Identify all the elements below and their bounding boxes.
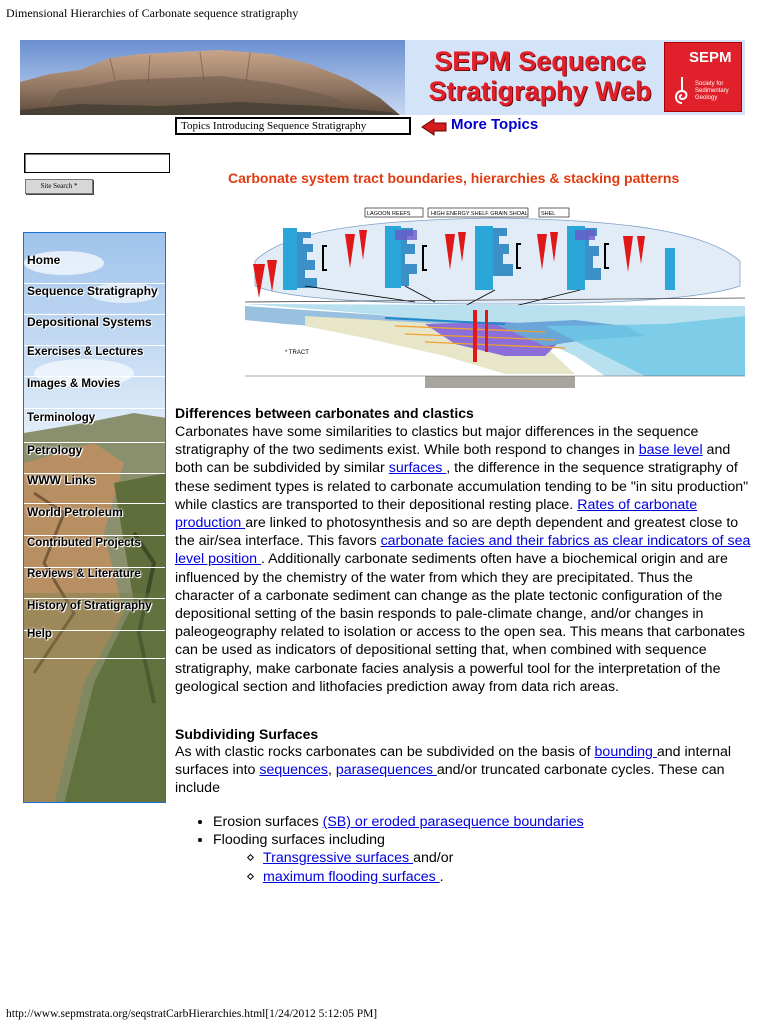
nav-item-contributed-projects[interactable] (24, 537, 165, 568)
nav-item-petrology[interactable] (24, 443, 165, 474)
figure-header-lagoon: LAGOON REEFS (367, 211, 411, 217)
surfaces-list (198, 813, 584, 886)
nav-label: Petrology (27, 443, 83, 457)
nav-label: Depositional Systems (27, 315, 152, 329)
sepm-logo[interactable] (664, 42, 742, 112)
text: and/or truncated carbonate cycles. These can include (175, 762, 725, 797)
nav-label: Home (27, 253, 61, 267)
nav-item-world-petroleum[interactable] (24, 505, 165, 536)
sepm-logo-text: SEPM (689, 49, 732, 66)
banner-title (420, 46, 660, 106)
sidebar-nav (23, 232, 166, 803)
nav-item-reviews-literature[interactable] (24, 568, 165, 599)
text: are linked to photosynthesis and so are depth dependent and greatest close to the air/sea interface. This favors (175, 515, 739, 550)
section-title-differences: Differences between carbonates and clastics (175, 405, 474, 421)
link-surfaces[interactable]: surfaces (388, 460, 447, 477)
link-sb-eroded-parasequence-boundaries[interactable]: (SB) or eroded parasequence boundaries (322, 814, 584, 830)
document-title: Dimensional Hierarchies of Carbonate sequence stratigraphy (6, 6, 299, 20)
text: and/or (413, 850, 454, 867)
text: Flooding surfaces including (213, 832, 385, 849)
nav-label: World Petroleum (27, 505, 123, 519)
nav-label: WWW Links (27, 473, 96, 487)
text: , the difference in the sequence stratigraphy of these sediment types is related to carbonate accumulation tending to be "in situ production" while clastics are transported to their depositional resting place. (175, 460, 749, 513)
text: As with clastic rocks carbonates can be subdivided on the basis of (175, 744, 595, 760)
text: . Additionally carbonate sediments often have a biochemical origin and are influenced by the chemistry of the water from which they are precipitated. Thus the character of a carbonate sediment can change as the plate tectonic configuration of the depositional setting of the basin responds to pale-climate change, and/or changes in paleogeography related to isolation or access to the open sea. This means that carbonates can be used as indicators of depositional setting that, when combined with sequence stratigraphy, make carbonate facies analysis a powerful tool for the interpretation of the geological section and lithofacies prediction away from data rich areas. (175, 551, 745, 695)
diamond-bullet-icon (247, 873, 254, 880)
banner-title-line1: SEPM Sequence (434, 46, 646, 76)
section-body-differences (175, 423, 755, 696)
nav-item-help[interactable] (24, 628, 165, 659)
list-item (198, 831, 584, 886)
nav-item-www-links[interactable] (24, 473, 165, 504)
nav-label: Exercises & Lectures (27, 346, 144, 358)
list-item (248, 849, 584, 867)
figure-header-shoal: HIGH ENERGY SHELF GRAIN SHOAL (431, 211, 528, 217)
nav-label: Terminology (27, 412, 96, 424)
list-item (198, 813, 584, 831)
nav-label: Sequence Stratigraphy (27, 284, 158, 298)
page-heading: Carbonate system tract boundaries, hierarchies & stacking patterns (228, 170, 680, 186)
carbonate-hierarchy-figure (245, 206, 745, 388)
link-maximum-flooding-surfaces[interactable]: maximum flooding surfaces (263, 868, 440, 885)
nav-label: Help (27, 628, 52, 640)
search-input[interactable] (24, 153, 170, 173)
figure-tract-label: * TRACT (285, 350, 309, 356)
list-item (248, 868, 584, 886)
link-carbonate-facies[interactable]: carbonate facies and their fabrics as clear indicators of sea level position (175, 533, 751, 568)
nav-item-images-movies[interactable] (24, 378, 165, 409)
bullet-icon (198, 838, 202, 842)
spiral-icon (671, 73, 693, 107)
text: and internal surfaces into (175, 744, 732, 779)
link-bounding[interactable]: bounding (594, 744, 657, 760)
text: Erosion surfaces (213, 814, 323, 830)
text: . (439, 868, 444, 885)
link-rates-of-carbonate-production[interactable]: Rates of carbonate production (175, 496, 698, 532)
link-transgressive-surfaces[interactable]: Transgressive surfaces (263, 850, 414, 867)
bullet-icon (198, 820, 202, 824)
topics-dropdown[interactable]: Topics Introducing Sequence Stratigraphy (175, 117, 411, 135)
flooding-surfaces-sublist (213, 849, 584, 885)
figure-header-shelf: SHEL (541, 211, 556, 217)
banner-title-line2: Stratigraphy Web (428, 76, 652, 106)
text: and both can be subdivided by similar (175, 442, 731, 477)
section-title-subdividing: Subdividing Surfaces (175, 726, 319, 742)
sepm-logo-subtext: Society for Sedimentary Geology (695, 81, 729, 101)
link-sequences[interactable]: sequences (259, 762, 329, 779)
nav-item-history-of-stratigraphy[interactable] (24, 600, 165, 631)
text: Carbonates have some similarities to clastics but major differences in the sequence stratigraphy of the two sediments exist. While both respond to changes in (175, 424, 699, 459)
nav-item-exercises-lectures[interactable] (24, 346, 165, 377)
nav-label: History of Stratigraphy (27, 600, 152, 612)
diamond-bullet-icon (247, 854, 254, 861)
text: , (328, 762, 336, 779)
arrow-left-icon[interactable] (420, 117, 448, 137)
header-banner[interactable] (20, 40, 745, 115)
nav-item-terminology[interactable] (24, 412, 165, 443)
nav-label: Reviews & Literature (27, 568, 141, 580)
link-parasequences[interactable]: parasequences (335, 762, 437, 779)
page-url-footer: http://www.sepmstrata.org/seqstratCarbHierarchies.html[1/24/2012 5:12:05 PM] (6, 1008, 378, 1020)
section-body-subdividing (175, 743, 755, 798)
link-base-level[interactable]: base level (638, 442, 703, 459)
nav-item-sequence-stratigraphy[interactable] (24, 284, 165, 315)
site-search-button[interactable]: Site Search * (25, 179, 93, 194)
nav-label: Contributed Projects (27, 537, 141, 549)
nav-label: Images & Movies (27, 378, 121, 390)
nav-item-home[interactable] (24, 253, 165, 284)
nav-item-depositional-systems[interactable] (24, 315, 165, 346)
more-topics-link[interactable]: More Topics (451, 116, 539, 133)
